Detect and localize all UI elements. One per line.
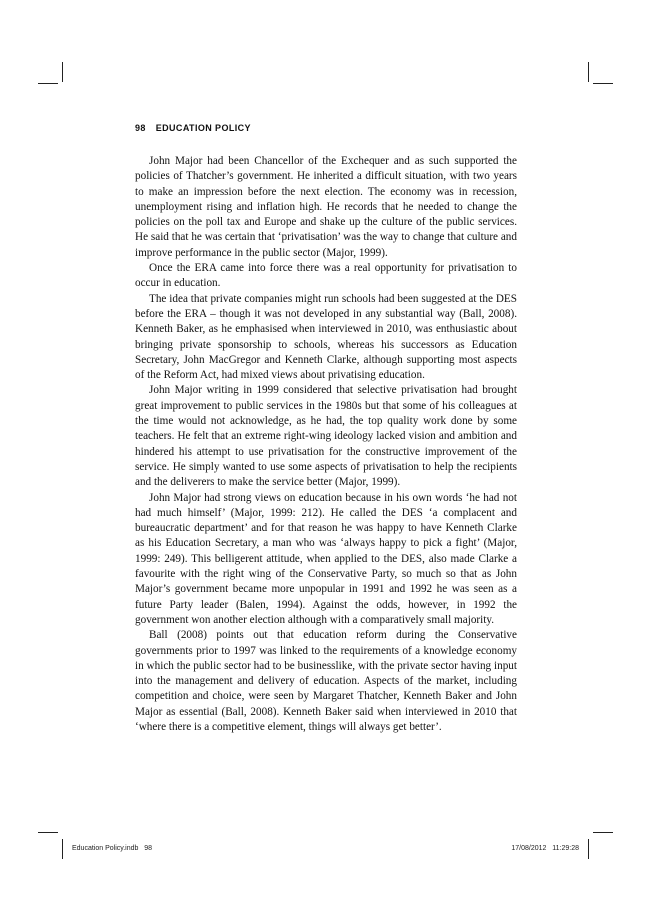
crop-mark [62,62,63,82]
paragraph: John Major had been Chancellor of the Exchequer and as such supported the policies of Thatcher’s government. He inherited a difficult situation, with two years to make an impression before the next election. The economy was in recession, unemployment rising and inflation high. He records that he needed to change the policies on the poll tax and Europe and shake up the culture of the public services. He said that he was certain that ‘privatisation’ was the way to change that culture and improve performance in the public sector (Major, 1999). [135,155,517,259]
body-text [135,154,517,735]
paragraph: John Major writing in 1999 considered that selective privatisation had brought great improvement to public services in the 1980s but that some of his colleagues at the time would not acknowledge, as he had, the top quality work done by some teachers. He felt that an extreme right-wing ideology lacked vision and ambition and hindered his attempt to use privatisation for the constructive improvement of the service. He simply wanted to use some aspects of privatisation to help the recipients and the deliverers to make the service better (Major, 1999). [135,384,517,489]
crop-mark [588,62,589,82]
page-number: 98 [135,123,146,133]
running-head [135,123,251,133]
crop-mark [38,83,58,84]
paragraph: John Major had strong views on education because in his own words ‘he had not had much himself’ (Major, 1999: 212). He called the DES ‘a complacent and bureaucratic department’ and for that reason he was happy to have Kenneth Clarke as his Education Secretary, a man who was ‘always happy to pick a fight’ (Major, 1999: 249). This belligerent attitude, when applied to the DES, also made Clarke a favourite with the right wing of the Conservative Party, so much so that as John Major’s government became more unpopular in 1991 and 1992 he was seen as a future Party leader (Balen, 1994). Against the odds, however, in 1992 the government won another election although with a comparatively small majority. [135,491,517,626]
running-title: EDUCATION POLICY [155,123,251,133]
crop-mark [588,839,589,859]
slug-file: Education Policy.indb 98 [72,845,153,852]
paragraph: Ball (2008) points out that education reform during the Conservative governments prior to 1997 was linked to the requirements of a knowledge economy in which the public sector had to be businesslike, with the private sector having input into the management and delivery of education. Aspects of the market, including competition and choice, were seen by Margaret Thatcher, Kenneth Baker and John Major as essential (Ball, 2008). Kenneth Baker said when interviewed in 2010 that ‘where there is a competitive element, things will always get better’. [135,629,517,733]
crop-mark [593,832,613,833]
crop-mark [38,832,58,833]
paragraph: The idea that private companies might run schools had been suggested at the DES before the ERA – though it was not developed in any substantial way (Ball, 2008). Kenneth Baker, as he emphasised when interviewed in 2010, was enthusiastic about bringing private sponsorship to schools, whereas his successors as Education Secretary, John MacGregor and Kenneth Clarke, although supporting most aspects of the Reform Act, had mixed views about privatising education. [135,292,517,382]
paragraph: Once the ERA came into force there was a real opportunity for privatisation to occur in education. [135,262,517,290]
crop-mark [62,839,63,859]
crop-mark [593,83,613,84]
slug-timestamp: 17/08/2012 11:29:28 [511,845,579,852]
